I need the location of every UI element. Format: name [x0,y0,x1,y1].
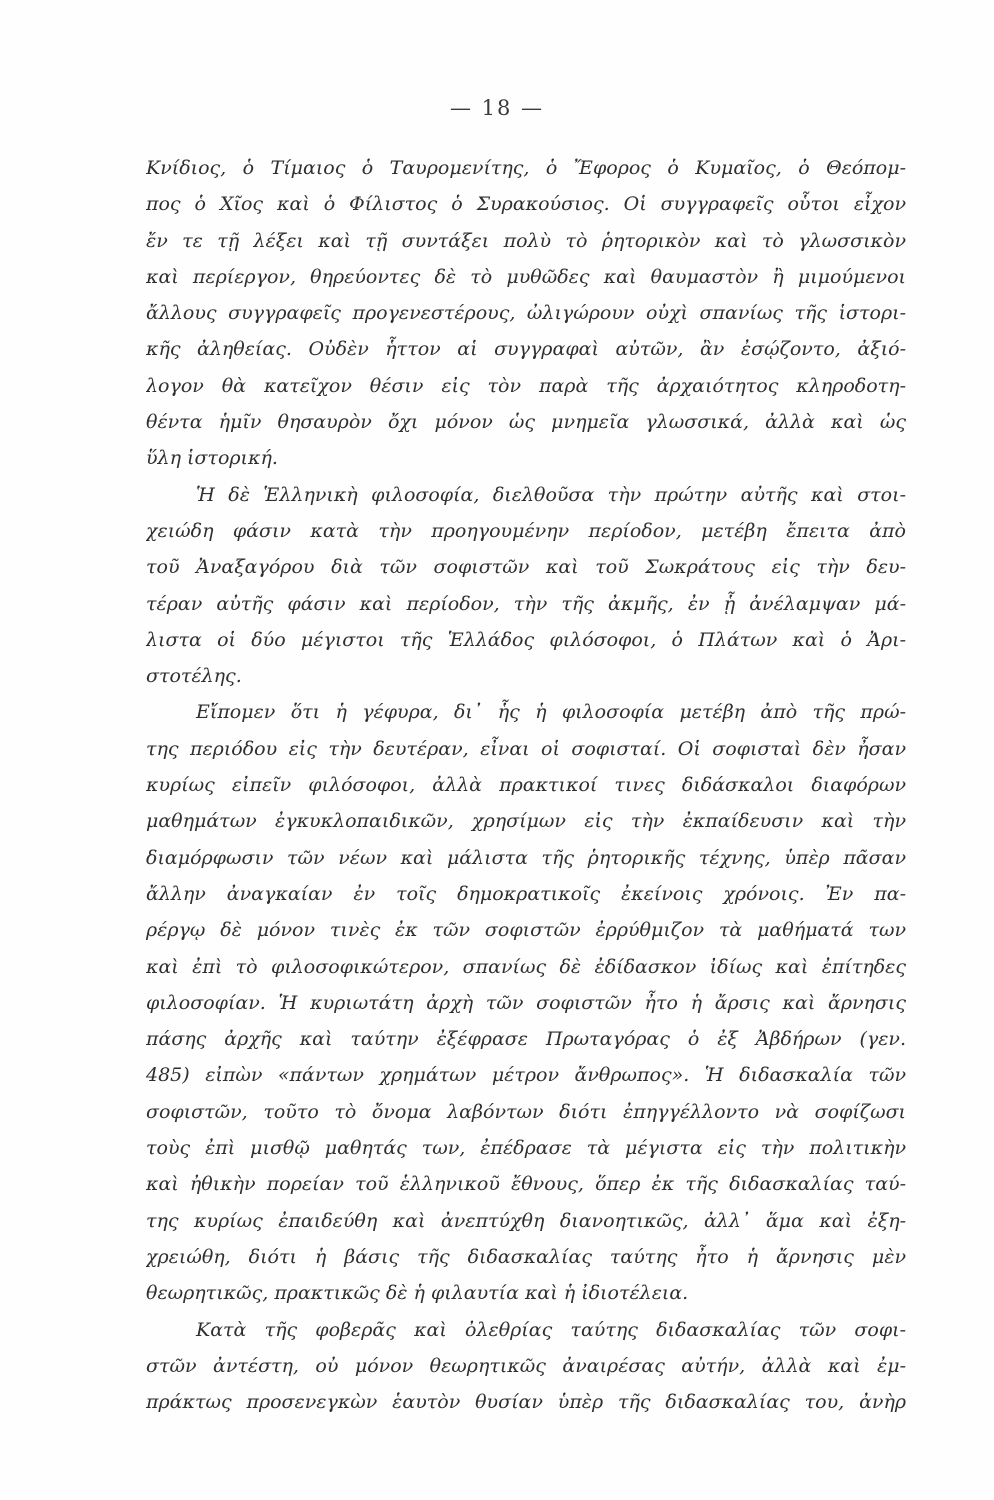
text-line: λιστα οἱ δύο μέγιστοι τῆς Ἑλλάδος φιλόσοφοι, ὁ Πλάτων καὶ ὁ Ἀρι- [146,628,906,651]
text-line: Κνίδιος, ὁ Τίμαιος ὁ Ταυρομενίτης, ὁ Ἔφορος ὁ Κυμαῖος, ὁ Θεόπομ- [146,157,906,179]
text-line: διαμόρφωσιν τῶν νέων καὶ μάλιστα τῆς ῥητορικῆς τέχνης, ὑπὲρ πᾶσαν [146,846,906,869]
text-line: πράκτως προσενεγκὼν ἑαυτὸν θυσίαν ὑπὲρ τῆς διδασκαλίας του, ἀνὴρ [146,1391,906,1414]
paragraph-start-line: Ἡ δὲ Ἑλληνικὴ φιλοσοφία, διελθοῦσα τὴν πρώτην αὐτῆς καὶ στοι- [196,483,906,506]
text-line: θέντα ἡμῖν θησαυρὸν ὄχι μόνον ὡς μνημεῖα γλωσσικά, ἀλλὰ καὶ ὡς [146,411,906,434]
text-line: κῆς ἀληθείας. Οὐδὲν ἧττον αἱ συγγραφαὶ αὐτῶν, ἂν ἐσῴζοντο, ἀξιό- [146,338,906,361]
text-line: σοφιστῶν, τοῦτο τὸ ὄνομα λαβόντων διότι ἐπηγγέλλοντο νὰ σοφίζωσι [146,1100,906,1123]
text-line: φιλοσοφίαν. Ἡ κυριωτάτη ἀρχὴ τῶν σοφιστῶν ἦτο ἡ ἄρσις καὶ ἄρνησις [146,991,906,1014]
text-line: θεωρητικῶς, πρακτικῶς δὲ ἡ φιλαυτία καὶ ἡ ἰδιοτέλεια. [146,1282,689,1305]
text-line: χειώδη φάσιν κατὰ τὴν προηγουμένην περίοδον, μετέβη ἔπειτα ἀπὸ [146,519,906,542]
text-line: καὶ ἠθικὴν πορείαν τοῦ ἑλληνικοῦ ἔθνους, ὅπερ ἐκ τῆς διδασκαλίας ταύ- [146,1173,906,1196]
body-text [146,150,906,1420]
text-line: τέραν αὐτῆς φάσιν καὶ περίοδον, τὴν τῆς ἀκμῆς, ἐν ᾗ ἀνέλαμψαν μά- [146,592,906,615]
text-line: της κυρίως ἐπαιδεύθη καὶ ἀνεπτύχθη διανοητικῶς, ἀλλ᾽ ἅμα καὶ ἐξη- [146,1209,906,1232]
text-line: τοὺς ἐπὶ μισθῷ μαθητάς των, ἐπέδρασε τὰ μέγιστα εἰς τὴν πολιτικὴν [146,1137,906,1160]
paragraph-start-line: Εἴπομεν ὅτι ἡ γέφυρα, δι᾽ ἧς ἡ φιλοσοφία μετέβη ἀπὸ τῆς πρώ- [196,701,906,724]
text-line: ρέργῳ δὲ μόνον τινὲς ἐκ τῶν σοφιστῶν ἐρρύθμιζον τὰ μαθήματά των [146,919,906,942]
page-number: — 18 — [449,96,545,120]
text-line: ἄλλους συγγραφεῖς προγενεστέρους, ὠλιγώρουν οὐχὶ σπανίως τῆς ἱστορι- [146,302,906,325]
text-line: 485) εἰπὼν «πάντων χρημάτων μέτρον ἄνθρωπος». Ἡ διδασκαλία τῶν [146,1064,906,1087]
paragraph-start-line: Κατὰ τῆς φοβερᾶς καὶ ὀλεθρίας ταύτης διδασκαλίας τῶν σοφι- [196,1318,906,1341]
text-line: ἔν τε τῇ λέξει καὶ τῇ συντάξει πολὺ τὸ ῥητορικὸν καὶ τὸ γλωσσικὸν [146,229,906,252]
text-line: καὶ περίεργον, θηρεύοντες δὲ τὸ μυθῶδες καὶ θαυμαστὸν ἢ μιμούμενοι [146,265,906,288]
text-line: στοτέλης. [146,665,242,688]
text-line: ὕλη ἱστορική. [146,447,278,470]
text-line: τοῦ Ἀναξαγόρου διὰ τῶν σοφιστῶν καὶ τοῦ Σωκράτους εἰς τὴν δευ- [146,556,906,579]
text-line: πος ὁ Χῖος καὶ ὁ Φίλιστος ὁ Συρακούσιος. Οἱ συγγραφεῖς οὗτοι εἶχον [146,193,906,216]
text-line: καὶ ἐπὶ τὸ φιλοσοφικώτερον, σπανίως δὲ ἐδίδασκον ἰδίως καὶ ἐπίτηδες [146,955,906,978]
text-line: λογον θὰ κατεῖχον θέσιν εἰς τὸν παρὰ τῆς ἀρχαιότητος κληροδοτη- [146,374,906,397]
text-line: ἄλλην ἀναγκαίαν ἐν τοῖς δημοκρατικοῖς ἐκείνοις χρόνοις. Ἐν πα- [146,882,906,905]
text-line: χρειώθη, διότι ἡ βάσις τῆς διδασκαλίας ταύτης ἦτο ἡ ἄρνησις μὲν [146,1245,906,1268]
text-line: μαθημάτων ἐγκυκλοπαιδικῶν, χρησίμων εἰς τὴν ἐκπαίδευσιν καὶ τὴν [146,810,906,833]
text-line: πάσης ἀρχῆς καὶ ταύτην ἐξέφρασε Πρωταγόρας ὁ ἐξ Ἀβδήρων (γεν. [146,1028,906,1051]
text-line: στῶν ἀντέστη, οὐ μόνον θεωρητικῶς ἀναιρέσας αὐτήν, ἀλλὰ καὶ ἐμ- [146,1354,906,1377]
text-line: κυρίως εἰπεῖν φιλόσοφοι, ἀλλὰ πρακτικοί τινες διδάσκαλοι διαφόρων [146,774,906,797]
text-line: της περιόδου εἰς τὴν δευτέραν, εἶναι οἱ σοφισταί. Οἱ σοφισταὶ δὲν ἦσαν [146,737,906,760]
